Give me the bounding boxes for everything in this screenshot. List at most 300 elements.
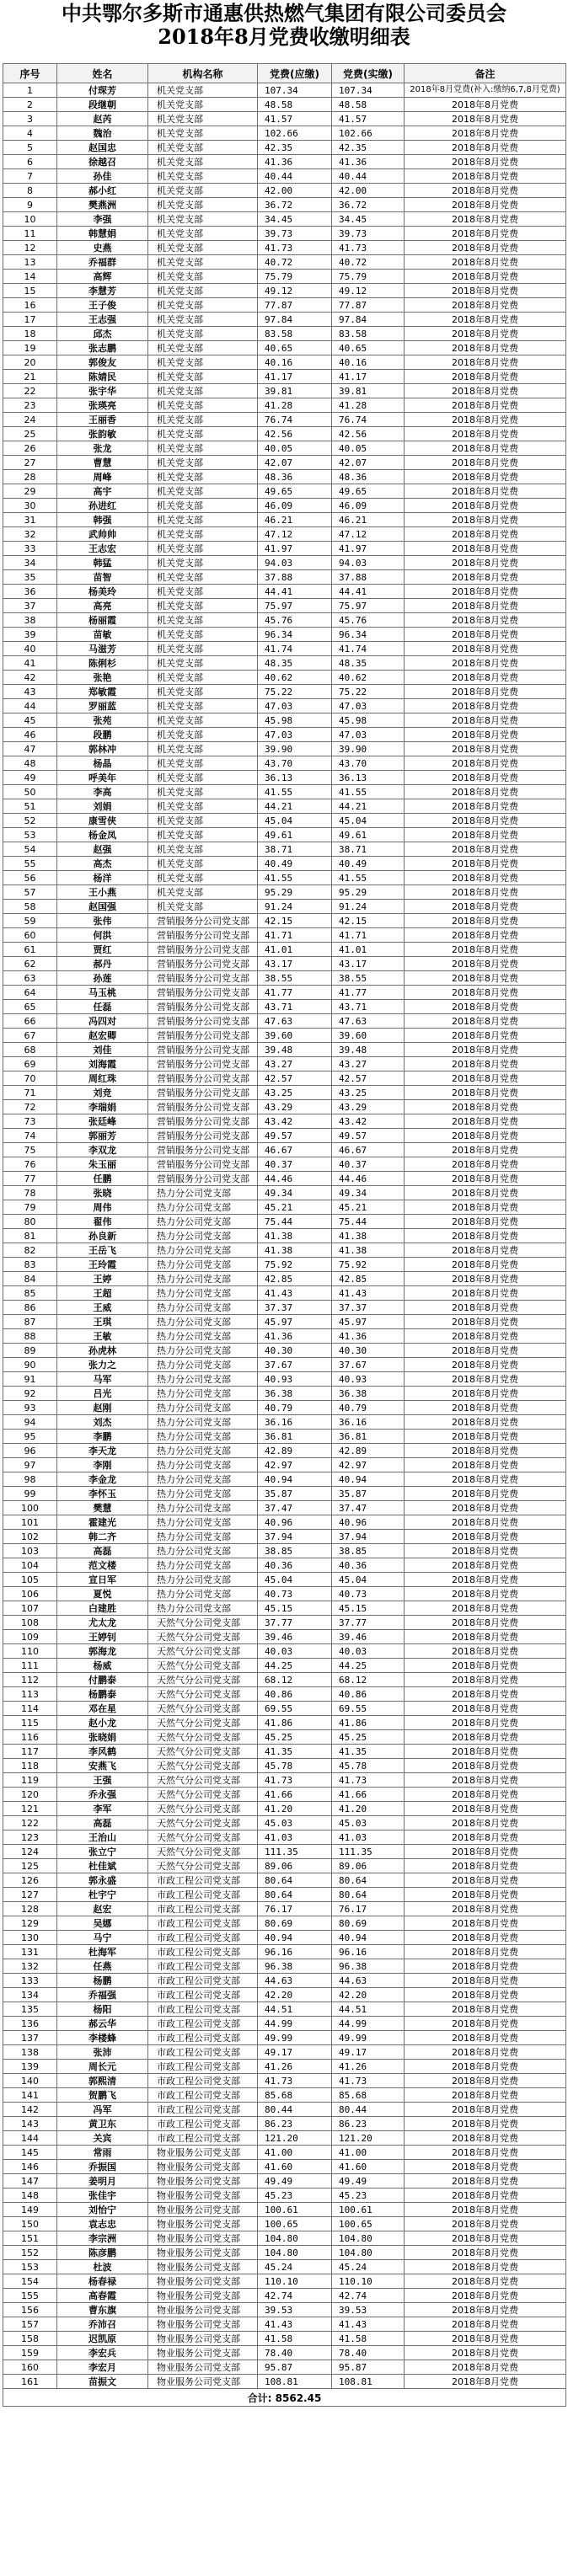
table-row — [3, 1258, 566, 1272]
row-no: 56 — [3, 871, 57, 885]
row-name: 孙进红 — [57, 499, 148, 513]
row-note: 2018年8月党费 — [405, 914, 566, 928]
row-paid: 41.55 — [332, 785, 405, 799]
row-note: 2018年8月党费 — [405, 857, 566, 871]
table-row — [3, 2146, 566, 2160]
row-name: 呼美年 — [57, 771, 148, 785]
row-note: 2018年8月党费 — [405, 799, 566, 814]
row-org: 市政工程公司党支部 — [148, 1902, 258, 1916]
row-name: 魏治 — [57, 126, 148, 141]
row-due: 40.94 — [258, 1472, 332, 1487]
row-no: 30 — [3, 499, 57, 513]
row-due: 40.96 — [258, 1515, 332, 1530]
row-name: 张廷峰 — [57, 1114, 148, 1129]
table-row — [3, 513, 566, 527]
row-no: 49 — [3, 771, 57, 785]
row-paid: 41.03 — [332, 1830, 405, 1845]
row-paid: 42.85 — [332, 1272, 405, 1286]
row-org: 天然气分公司党支部 — [148, 1687, 258, 1702]
row-org: 机关党支部 — [148, 384, 258, 398]
table-row — [3, 2289, 566, 2303]
row-note: 2018年8月党费 — [405, 2375, 566, 2389]
row-name: 翟伟 — [57, 1215, 148, 1229]
table-row — [3, 1845, 566, 1859]
row-no: 153 — [3, 2260, 57, 2274]
row-no: 5 — [3, 141, 57, 155]
row-due: 78.40 — [258, 2346, 332, 2360]
table-row — [3, 1387, 566, 1401]
table-row — [3, 986, 566, 1000]
table-row — [3, 1630, 566, 1644]
row-due: 42.97 — [258, 1458, 332, 1472]
table-row — [3, 928, 566, 943]
row-name: 杨鹏 — [57, 1974, 148, 1988]
row-note: 2018年8月党费 — [405, 1873, 566, 1888]
table-row — [3, 212, 566, 227]
row-no: 61 — [3, 943, 57, 957]
row-no: 4 — [3, 126, 57, 141]
table-row — [3, 1945, 566, 1959]
row-due: 40.62 — [258, 671, 332, 685]
row-paid: 42.07 — [332, 456, 405, 470]
row-name: 张韵敏 — [57, 427, 148, 441]
row-note: 2018年8月党费 — [405, 1430, 566, 1444]
row-name: 段继朝 — [57, 98, 148, 112]
row-paid: 37.67 — [332, 1358, 405, 1372]
row-note: 2018年8月党费 — [405, 2317, 566, 2332]
row-note: 2018年8月党费 — [405, 341, 566, 355]
row-no: 91 — [3, 1372, 57, 1387]
table-row — [3, 1902, 566, 1916]
row-no: 149 — [3, 2203, 57, 2217]
row-paid: 41.38 — [332, 1243, 405, 1258]
table-row — [3, 141, 566, 155]
row-due: 107.34 — [258, 83, 332, 98]
row-org: 机关党支部 — [148, 198, 258, 212]
row-no: 75 — [3, 1143, 57, 1157]
row-note: 2018年8月党费 — [405, 2217, 566, 2231]
row-due: 41.60 — [258, 2160, 332, 2174]
row-name: 杨美玲 — [57, 585, 148, 599]
row-name: 邱杰 — [57, 327, 148, 341]
row-due: 75.92 — [258, 1258, 332, 1272]
row-no: 23 — [3, 398, 57, 413]
header-due: 党费(应缴) — [258, 64, 332, 83]
row-name: 康雪侠 — [57, 814, 148, 828]
table-row — [3, 1544, 566, 1558]
row-note: 2018年8月党费 — [405, 785, 566, 799]
row-name: 陈婧民 — [57, 370, 148, 384]
row-paid: 42.56 — [332, 427, 405, 441]
row-paid: 45.21 — [332, 1200, 405, 1215]
table-row — [3, 284, 566, 298]
table-row — [3, 785, 566, 799]
table-row — [3, 2160, 566, 2174]
row-name: 马滋芳 — [57, 642, 148, 656]
row-no: 27 — [3, 456, 57, 470]
row-no: 60 — [3, 928, 57, 943]
table-row — [3, 1501, 566, 1515]
row-name: 李怀玉 — [57, 1487, 148, 1501]
row-due: 41.28 — [258, 398, 332, 413]
row-name: 乔振国 — [57, 2160, 148, 2174]
row-no: 93 — [3, 1401, 57, 1415]
row-due: 45.24 — [258, 2260, 332, 2274]
row-note: 2018年8月党费 — [405, 1172, 566, 1186]
row-paid: 78.40 — [332, 2346, 405, 2360]
row-org: 热力分公司党支部 — [148, 1243, 258, 1258]
row-due: 42.07 — [258, 456, 332, 470]
row-paid: 42.74 — [332, 2289, 405, 2303]
row-no: 157 — [3, 2317, 57, 2332]
row-name: 朱玉丽 — [57, 1157, 148, 1172]
row-paid: 45.03 — [332, 1816, 405, 1830]
row-paid: 41.73 — [332, 1773, 405, 1788]
row-name: 郭永盛 — [57, 1873, 148, 1888]
row-no: 136 — [3, 2017, 57, 2031]
row-no: 84 — [3, 1272, 57, 1286]
row-org: 市政工程公司党支部 — [148, 2088, 258, 2103]
row-name: 杨金凤 — [57, 828, 148, 842]
row-due: 95.29 — [258, 885, 332, 900]
row-paid: 42.35 — [332, 141, 405, 155]
row-note: 2018年8月党费 — [405, 2231, 566, 2246]
row-paid: 39.46 — [332, 1630, 405, 1644]
row-note: 2018年8月党费 — [405, 1315, 566, 1329]
row-no: 1 — [3, 83, 57, 98]
row-name: 乔永强 — [57, 1788, 148, 1802]
row-org: 热力分公司党支部 — [148, 1558, 258, 1573]
row-due: 80.44 — [258, 2103, 332, 2117]
row-note: 2018年8月党费 — [405, 1558, 566, 1573]
row-org: 机关党支部 — [148, 842, 258, 857]
row-no: 92 — [3, 1387, 57, 1401]
row-name: 刘杰 — [57, 1415, 148, 1430]
table-row — [3, 599, 566, 613]
total-row — [3, 2389, 566, 2407]
table-row — [3, 2002, 566, 2017]
table-row — [3, 1157, 566, 1172]
row-due: 37.67 — [258, 1358, 332, 1372]
row-paid: 43.42 — [332, 1114, 405, 1129]
table-row — [3, 1229, 566, 1243]
row-note: 2018年8月党费 — [405, 1644, 566, 1659]
row-due: 121.20 — [258, 2131, 332, 2146]
row-due: 42.35 — [258, 141, 332, 155]
table-row — [3, 628, 566, 642]
row-name: 范文楼 — [57, 1558, 148, 1573]
row-name: 郑敏霞 — [57, 685, 148, 699]
row-name: 高磊 — [57, 1816, 148, 1830]
row-org: 市政工程公司党支部 — [148, 1931, 258, 1945]
row-due: 100.61 — [258, 2203, 332, 2217]
table-row — [3, 1315, 566, 1329]
row-paid: 40.94 — [332, 1931, 405, 1945]
row-org: 机关党支部 — [148, 699, 258, 713]
table-row — [3, 857, 566, 871]
row-org: 机关党支部 — [148, 484, 258, 499]
row-due: 39.90 — [258, 742, 332, 756]
row-note: 2018年8月党费 — [405, 1258, 566, 1272]
row-paid: 75.92 — [332, 1258, 405, 1272]
row-due: 40.73 — [258, 1587, 332, 1601]
row-paid: 77.87 — [332, 298, 405, 313]
row-paid: 42.00 — [332, 184, 405, 198]
row-paid: 44.41 — [332, 585, 405, 599]
row-paid: 39.60 — [332, 1029, 405, 1043]
row-org: 热力分公司党支部 — [148, 1286, 258, 1301]
row-paid: 36.13 — [332, 771, 405, 785]
row-note: 2018年8月党费 — [405, 1974, 566, 1988]
row-org: 热力分公司党支部 — [148, 1573, 258, 1587]
row-due: 41.38 — [258, 1229, 332, 1243]
row-name: 郭林冲 — [57, 742, 148, 756]
row-org: 机关党支部 — [148, 785, 258, 799]
row-org: 机关党支部 — [148, 227, 258, 241]
row-no: 95 — [3, 1430, 57, 1444]
table-row — [3, 570, 566, 585]
row-due: 43.71 — [258, 1000, 332, 1014]
table-row — [3, 2060, 566, 2074]
row-name: 郝云华 — [57, 2017, 148, 2031]
row-due: 45.78 — [258, 1759, 332, 1773]
row-note: 2018年8月党费 — [405, 2260, 566, 2274]
row-no: 146 — [3, 2160, 57, 2174]
row-no: 145 — [3, 2146, 57, 2160]
row-no: 72 — [3, 1100, 57, 1114]
row-due: 96.34 — [258, 628, 332, 642]
row-due: 111.35 — [258, 1845, 332, 1859]
row-due: 40.30 — [258, 1344, 332, 1358]
row-note: 2018年8月党费 — [405, 1014, 566, 1029]
row-due: 91.24 — [258, 900, 332, 914]
row-paid: 41.55 — [332, 871, 405, 885]
row-org: 热力分公司党支部 — [148, 1487, 258, 1501]
row-paid: 40.79 — [332, 1401, 405, 1415]
row-note: 2018年8月党费 — [405, 1472, 566, 1487]
row-org: 营销服务分公司党支部 — [148, 1029, 258, 1043]
row-due: 42.57 — [258, 1072, 332, 1086]
row-note: 2018年8月党费 — [405, 828, 566, 842]
row-note: 2018年8月党费 — [405, 842, 566, 857]
row-due: 41.36 — [258, 1329, 332, 1344]
row-no: 159 — [3, 2346, 57, 2360]
row-note: 2018年8月党费 — [405, 1773, 566, 1788]
row-due: 49.49 — [258, 2174, 332, 2189]
row-org: 热力分公司党支部 — [148, 1501, 258, 1515]
row-due: 110.10 — [258, 2274, 332, 2289]
row-name: 张沛 — [57, 2045, 148, 2060]
table-row — [3, 1243, 566, 1258]
row-no: 141 — [3, 2088, 57, 2103]
row-paid: 39.53 — [332, 2303, 405, 2317]
row-due: 77.87 — [258, 298, 332, 313]
row-name: 王丽香 — [57, 413, 148, 427]
row-note: 2018年8月党费 — [405, 1458, 566, 1472]
row-paid: 75.44 — [332, 1215, 405, 1229]
document-title-line-2: 2018年8月党费收缴明细表 — [158, 24, 410, 49]
row-no: 9 — [3, 198, 57, 212]
table-row — [3, 2203, 566, 2217]
row-org: 天然气分公司党支部 — [148, 1788, 258, 1802]
row-name: 高宇 — [57, 484, 148, 499]
row-org: 机关党支部 — [148, 814, 258, 828]
row-no: 114 — [3, 1702, 57, 1716]
row-paid: 41.35 — [332, 1745, 405, 1759]
row-due: 95.87 — [258, 2360, 332, 2375]
row-no: 97 — [3, 1458, 57, 1472]
row-name: 张志鹏 — [57, 341, 148, 355]
row-note: 2018年8月党费 — [405, 1186, 566, 1200]
table-row — [3, 2274, 566, 2289]
row-no: 26 — [3, 441, 57, 456]
table-row — [3, 1086, 566, 1100]
row-due: 42.85 — [258, 1272, 332, 1286]
row-no: 109 — [3, 1630, 57, 1644]
row-org: 机关党支部 — [148, 398, 258, 413]
row-org: 物业服务公司党支部 — [148, 2346, 258, 2360]
row-org: 机关党支部 — [148, 713, 258, 728]
row-due: 35.87 — [258, 1487, 332, 1501]
row-org: 营销服务分公司党支部 — [148, 1172, 258, 1186]
row-note: 2018年8月党费 — [405, 2160, 566, 2174]
row-due: 37.47 — [258, 1501, 332, 1515]
row-no: 88 — [3, 1329, 57, 1344]
row-no: 46 — [3, 728, 57, 742]
row-paid: 104.80 — [332, 2246, 405, 2260]
row-note: 2018年8月党费 — [405, 928, 566, 943]
row-due: 47.63 — [258, 1014, 332, 1029]
row-no: 20 — [3, 355, 57, 370]
table-row — [3, 1515, 566, 1530]
row-org: 机关党支部 — [148, 456, 258, 470]
row-paid: 47.63 — [332, 1014, 405, 1029]
row-org: 机关党支部 — [148, 900, 258, 914]
row-due: 47.12 — [258, 527, 332, 542]
row-no: 117 — [3, 1745, 57, 1759]
table-row — [3, 341, 566, 355]
row-org: 热力分公司党支部 — [148, 1215, 258, 1229]
row-note: 2018年8月党费 — [405, 1100, 566, 1114]
row-due: 44.25 — [258, 1659, 332, 1673]
row-name: 张伟 — [57, 914, 148, 928]
row-no: 130 — [3, 1931, 57, 1945]
row-name: 王玲霞 — [57, 1258, 148, 1272]
row-no: 7 — [3, 169, 57, 184]
row-due: 41.01 — [258, 943, 332, 957]
row-note: 2018年8月党费 — [405, 943, 566, 957]
row-name: 苗振文 — [57, 2375, 148, 2389]
row-no: 45 — [3, 713, 57, 728]
row-paid: 40.30 — [332, 1344, 405, 1358]
row-paid: 46.09 — [332, 499, 405, 513]
row-paid: 41.28 — [332, 398, 405, 413]
row-name: 李金龙 — [57, 1472, 148, 1487]
row-due: 69.55 — [258, 1702, 332, 1716]
row-org: 天然气分公司党支部 — [148, 1616, 258, 1630]
row-paid: 36.16 — [332, 1415, 405, 1430]
row-due: 43.17 — [258, 957, 332, 971]
row-paid: 42.89 — [332, 1444, 405, 1458]
table-row — [3, 1100, 566, 1114]
table-row — [3, 585, 566, 599]
row-org: 营销服务分公司党支部 — [148, 1072, 258, 1086]
row-paid: 35.87 — [332, 1487, 405, 1501]
row-note: 2018年8月党费 — [405, 1759, 566, 1773]
total-amount: 合计: 8562.45 — [3, 2389, 566, 2407]
row-paid: 38.71 — [332, 842, 405, 857]
row-org: 机关党支部 — [148, 241, 258, 255]
row-paid: 41.20 — [332, 1802, 405, 1816]
row-note: 2018年8月党费 — [405, 1959, 566, 1974]
row-note: 2018年8月党费 — [405, 198, 566, 212]
row-paid: 47.03 — [332, 699, 405, 713]
row-note: 2018年8月党费 — [405, 1630, 566, 1644]
row-org: 机关党支部 — [148, 327, 258, 341]
row-note: 2018年8月党费 — [405, 1358, 566, 1372]
row-org: 物业服务公司党支部 — [148, 2231, 258, 2246]
table-row — [3, 1372, 566, 1387]
row-org: 机关党支部 — [148, 570, 258, 585]
row-due: 76.74 — [258, 413, 332, 427]
row-paid: 39.81 — [332, 384, 405, 398]
row-due: 37.37 — [258, 1301, 332, 1315]
table-row — [3, 2117, 566, 2131]
row-no: 156 — [3, 2303, 57, 2317]
row-org: 机关党支部 — [148, 771, 258, 785]
table-row — [3, 112, 566, 126]
row-name: 霍建光 — [57, 1515, 148, 1530]
row-no: 33 — [3, 542, 57, 556]
row-due: 36.38 — [258, 1387, 332, 1401]
row-note: 2018年8月党费 — [405, 284, 566, 298]
row-paid: 44.63 — [332, 1974, 405, 1988]
row-name: 袁志忠 — [57, 2217, 148, 2231]
row-no: 123 — [3, 1830, 57, 1845]
row-paid: 47.12 — [332, 527, 405, 542]
row-paid: 41.36 — [332, 1329, 405, 1344]
row-due: 44.63 — [258, 1974, 332, 1988]
row-paid: 39.48 — [332, 1043, 405, 1057]
row-org: 机关党支部 — [148, 857, 258, 871]
row-name: 杨丽霞 — [57, 613, 148, 628]
table-row — [3, 1301, 566, 1315]
row-due: 41.20 — [258, 1802, 332, 1816]
row-note: 2018年8月党费 — [405, 1000, 566, 1014]
row-paid: 41.86 — [332, 1716, 405, 1730]
row-org: 物业服务公司党支部 — [148, 2360, 258, 2375]
row-no: 102 — [3, 1530, 57, 1544]
row-due: 45.97 — [258, 1315, 332, 1329]
row-no: 142 — [3, 2103, 57, 2117]
row-org: 营销服务分公司党支部 — [148, 1129, 258, 1143]
row-due: 41.26 — [258, 2060, 332, 2074]
row-no: 51 — [3, 799, 57, 814]
row-paid: 41.43 — [332, 1286, 405, 1301]
table-row — [3, 542, 566, 556]
table-row — [3, 1329, 566, 1344]
row-due: 75.79 — [258, 270, 332, 284]
row-due: 36.72 — [258, 198, 332, 212]
table-row — [3, 2332, 566, 2346]
row-no: 152 — [3, 2246, 57, 2260]
row-no: 10 — [3, 212, 57, 227]
row-due: 48.58 — [258, 98, 332, 112]
row-paid: 96.16 — [332, 1945, 405, 1959]
table-row — [3, 398, 566, 413]
row-note: 2018年8月党费 — [405, 1916, 566, 1931]
table-row — [3, 1702, 566, 1716]
